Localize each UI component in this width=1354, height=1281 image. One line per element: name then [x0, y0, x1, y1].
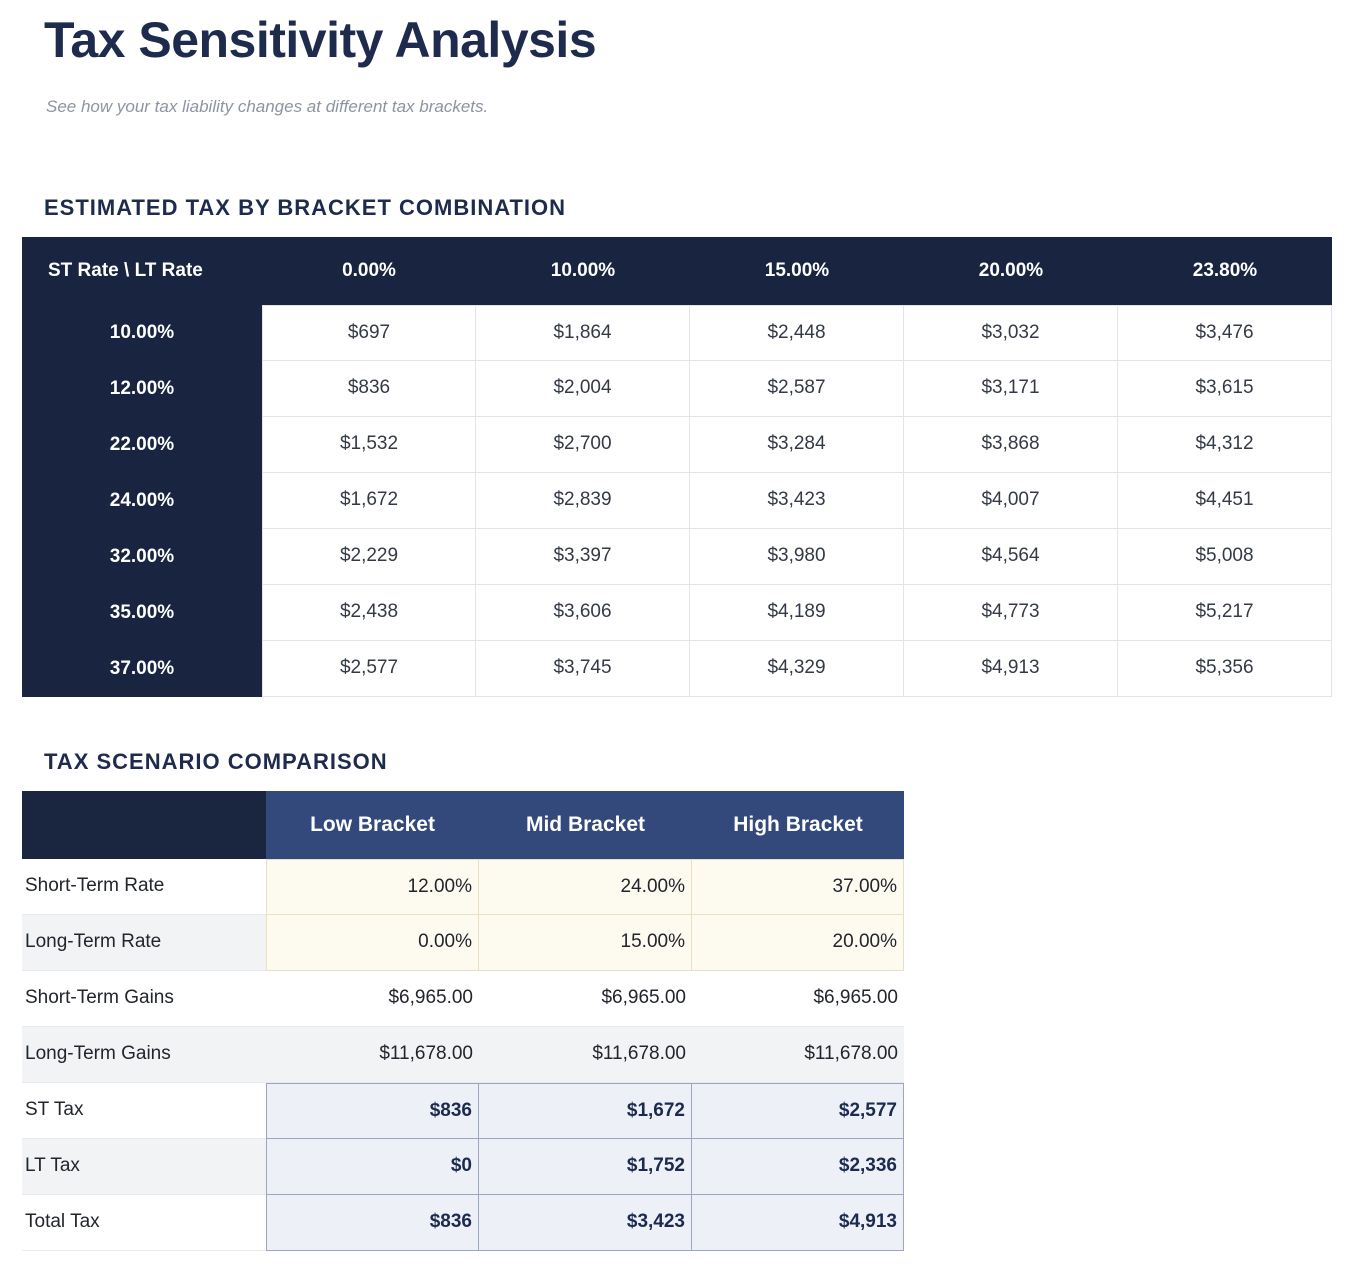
- matrix-row: [22, 305, 1332, 361]
- scenario-table: [22, 791, 904, 1251]
- matrix-cell: $2,577: [262, 641, 476, 697]
- scenario-section-heading: TAX SCENARIO COMPARISON: [44, 748, 388, 774]
- matrix-cell: $3,284: [690, 417, 904, 473]
- matrix-cell: $1,532: [262, 417, 476, 473]
- scenario-cell: $836: [266, 1083, 479, 1139]
- scenario-col-header: Mid Bracket: [479, 791, 692, 859]
- matrix-cell: $4,913: [904, 641, 1118, 697]
- matrix-corner-header: ST Rate \ LT Rate: [22, 237, 262, 305]
- scenario-row-label: LT Tax: [22, 1139, 266, 1195]
- matrix-cell: $5,356: [1118, 641, 1332, 697]
- matrix-cell: $3,032: [904, 305, 1118, 361]
- scenario-cell: $3,423: [479, 1195, 692, 1251]
- matrix-row: [22, 641, 1332, 697]
- matrix-cell: $2,438: [262, 585, 476, 641]
- scenario-col-header: Low Bracket: [266, 791, 479, 859]
- matrix-cell: $2,448: [690, 305, 904, 361]
- matrix-cell: $3,476: [1118, 305, 1332, 361]
- scenario-col-header: High Bracket: [692, 791, 904, 859]
- matrix-cell: $1,672: [262, 473, 476, 529]
- matrix-cell: $3,606: [476, 585, 690, 641]
- page-title: Tax Sensitivity Analysis: [44, 12, 597, 68]
- scenario-header-row: [22, 791, 904, 859]
- scenario-row-st-tax: [22, 1083, 904, 1139]
- matrix-cell: $3,980: [690, 529, 904, 585]
- scenario-cell: 20.00%: [692, 915, 904, 971]
- matrix-row-header: 12.00%: [22, 361, 262, 417]
- matrix-cell: $4,564: [904, 529, 1118, 585]
- matrix-header-row: [22, 237, 1332, 305]
- matrix-cell: $4,312: [1118, 417, 1332, 473]
- matrix-cell: $3,615: [1118, 361, 1332, 417]
- page-subtitle: See how your tax liability changes at different tax brackets.: [46, 96, 489, 116]
- matrix-cell: $3,397: [476, 529, 690, 585]
- scenario-cell: 24.00%: [479, 859, 692, 915]
- matrix-cell: $2,839: [476, 473, 690, 529]
- scenario-cell: $4,913: [692, 1195, 904, 1251]
- matrix-row-header: 24.00%: [22, 473, 262, 529]
- scenario-cell: 12.00%: [266, 859, 479, 915]
- scenario-corner-cell: [22, 791, 266, 859]
- matrix-section-heading: ESTIMATED TAX BY BRACKET COMBINATION: [44, 194, 567, 220]
- scenario-row-label: Long-Term Gains: [22, 1027, 266, 1083]
- scenario-cell: $11,678.00: [266, 1027, 479, 1083]
- matrix-row-header: 22.00%: [22, 417, 262, 473]
- scenario-row-lt-tax: [22, 1139, 904, 1195]
- matrix-row-header: 35.00%: [22, 585, 262, 641]
- scenario-row-label: Short-Term Rate: [22, 859, 266, 915]
- scenario-cell: $6,965.00: [479, 971, 692, 1027]
- tax-sensitivity-page: [0, 14, 1354, 1251]
- matrix-cell: $2,004: [476, 361, 690, 417]
- matrix-col-header: 10.00%: [476, 237, 690, 305]
- scenario-row-label: Total Tax: [22, 1195, 266, 1251]
- matrix-row: [22, 361, 1332, 417]
- matrix-row-header: 10.00%: [22, 305, 262, 361]
- matrix-col-header: 0.00%: [262, 237, 476, 305]
- matrix-row-header: 32.00%: [22, 529, 262, 585]
- matrix-cell: $3,868: [904, 417, 1118, 473]
- scenario-row-short-term-gains: [22, 971, 904, 1027]
- matrix-cell: $2,587: [690, 361, 904, 417]
- scenario-cell: $836: [266, 1195, 479, 1251]
- matrix-col-header: 23.80%: [1118, 237, 1332, 305]
- scenario-cell: 15.00%: [479, 915, 692, 971]
- matrix-cell: $4,329: [690, 641, 904, 697]
- scenario-cell: $6,965.00: [692, 971, 904, 1027]
- matrix-row: [22, 417, 1332, 473]
- matrix-cell: $4,773: [904, 585, 1118, 641]
- matrix-cell: $5,008: [1118, 529, 1332, 585]
- matrix-cell: $3,171: [904, 361, 1118, 417]
- scenario-row-long-term-gains: [22, 1027, 904, 1083]
- scenario-cell: $11,678.00: [692, 1027, 904, 1083]
- matrix-cell: $1,864: [476, 305, 690, 361]
- matrix-cell: $5,217: [1118, 585, 1332, 641]
- scenario-row-short-term-rate: [22, 859, 904, 915]
- scenario-cell: $11,678.00: [479, 1027, 692, 1083]
- matrix-cell: $3,745: [476, 641, 690, 697]
- matrix-cell: $2,229: [262, 529, 476, 585]
- scenario-cell: $1,752: [479, 1139, 692, 1195]
- matrix-col-header: 15.00%: [690, 237, 904, 305]
- scenario-cell: $1,672: [479, 1083, 692, 1139]
- matrix-cell: $4,007: [904, 473, 1118, 529]
- matrix-row: [22, 473, 1332, 529]
- matrix-cell: $4,189: [690, 585, 904, 641]
- scenario-cell: 0.00%: [266, 915, 479, 971]
- matrix-cell: $836: [262, 361, 476, 417]
- matrix-cell: $3,423: [690, 473, 904, 529]
- scenario-cell: $2,336: [692, 1139, 904, 1195]
- scenario-cell: $2,577: [692, 1083, 904, 1139]
- matrix-cell: $2,700: [476, 417, 690, 473]
- matrix-cell: $4,451: [1118, 473, 1332, 529]
- matrix-row: [22, 529, 1332, 585]
- scenario-cell: $6,965.00: [266, 971, 479, 1027]
- scenario-row-total-tax: [22, 1195, 904, 1251]
- matrix-cell: $697: [262, 305, 476, 361]
- scenario-row-label: Long-Term Rate: [22, 915, 266, 971]
- scenario-row-label: Short-Term Gains: [22, 971, 266, 1027]
- matrix-table: [22, 237, 1332, 697]
- scenario-cell: 37.00%: [692, 859, 904, 915]
- matrix-row: [22, 585, 1332, 641]
- matrix-col-header: 20.00%: [904, 237, 1118, 305]
- scenario-row-long-term-rate: [22, 915, 904, 971]
- matrix-row-header: 37.00%: [22, 641, 262, 697]
- scenario-row-label: ST Tax: [22, 1083, 266, 1139]
- scenario-cell: $0: [266, 1139, 479, 1195]
